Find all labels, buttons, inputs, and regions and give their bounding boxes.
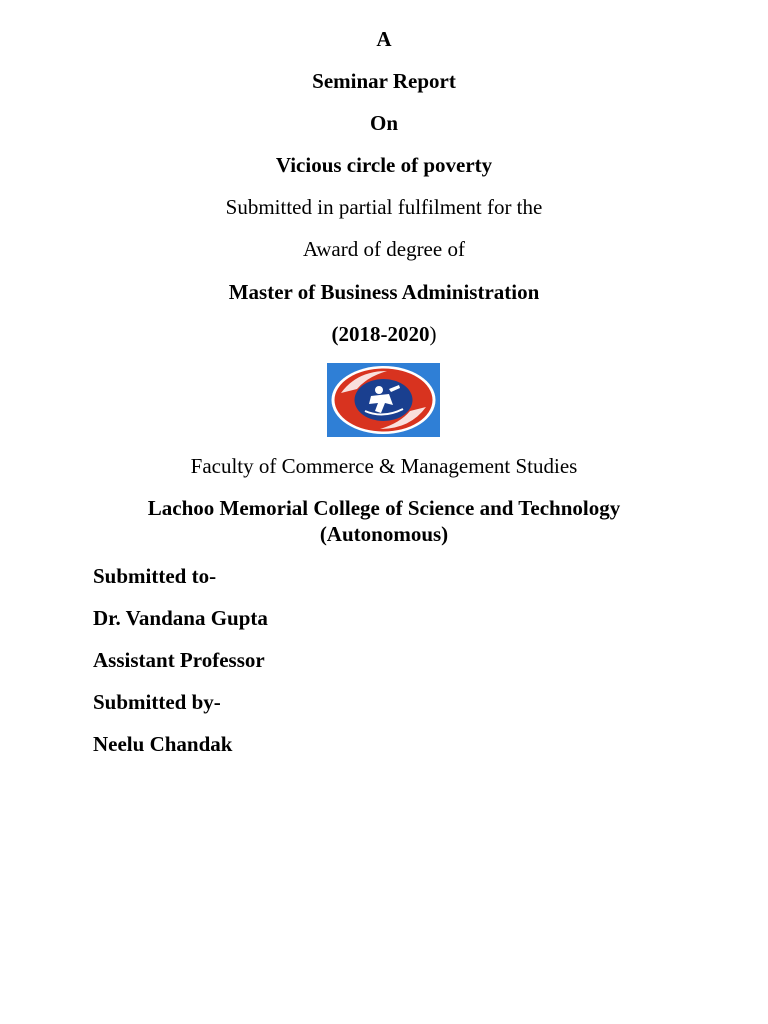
- logo-figure-head: [375, 386, 383, 394]
- degree-name: Master of Business Administration: [228, 280, 540, 304]
- student-name: Neelu Chandak: [93, 732, 233, 756]
- supervisor-name: Dr. Vandana Gupta: [93, 606, 268, 630]
- college-emblem-logo: [327, 363, 440, 437]
- college-name: Lachoo Memorial College of Science and Technology: [147, 496, 621, 520]
- supervisor-title: Assistant Professor: [93, 648, 265, 672]
- session-open-paren: (: [331, 322, 339, 346]
- session-close-paren: ): [429, 322, 437, 346]
- submission-statement: Submitted in partial fulfilment for the: [225, 195, 543, 219]
- academic-session: [0, 322, 768, 346]
- college-status: (Autonomous): [319, 522, 449, 546]
- session-years: 2018-2020: [338, 322, 430, 346]
- report-type-heading: Seminar Report: [312, 69, 456, 93]
- submitted-by-label: Submitted by-: [93, 690, 221, 714]
- award-statement: Award of degree of: [303, 237, 465, 261]
- on-heading: On: [369, 111, 398, 135]
- report-topic-title: Vicious circle of poverty: [275, 153, 493, 177]
- submitted-to-label: Submitted to-: [93, 564, 217, 588]
- title-article: A: [376, 27, 392, 51]
- faculty-name: Faculty of Commerce & Management Studies: [190, 454, 578, 478]
